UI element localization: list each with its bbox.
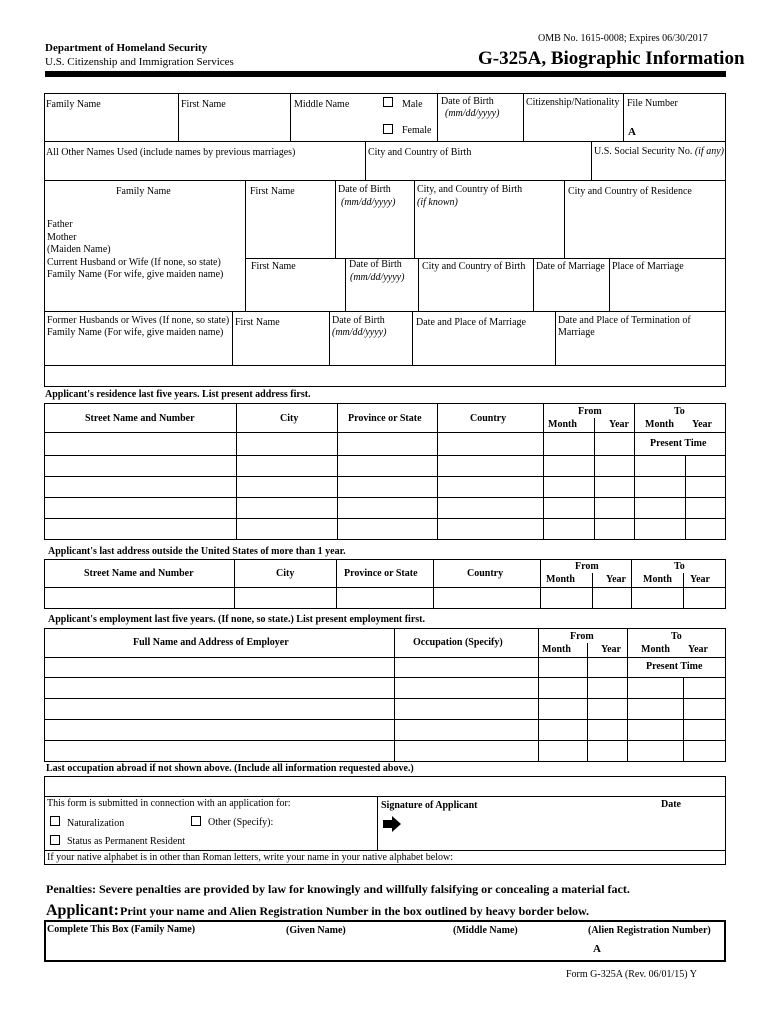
res-from-header: From [578, 406, 602, 417]
middle-name-label: Middle Name [294, 99, 350, 110]
dob-label: Date of Birth [441, 96, 494, 107]
male-checkbox[interactable] [383, 97, 393, 107]
penalties-notice: Penalties: Severe penalties are provided by law for knowingly and willfully falsifying or concealing a material fact. [46, 882, 630, 896]
header-rule [45, 71, 726, 77]
other-specify-label: Other (Specify): [208, 817, 274, 828]
male-label: Male [402, 99, 423, 110]
emp-to-month: Month [641, 644, 670, 655]
res-present-time: Present Time [650, 438, 707, 449]
parent-dob-format: (mm/dd/yyyy) [341, 197, 396, 208]
termination-label-1: Date and Place of Termination of [558, 315, 691, 326]
former-marriage-label: Date and Place of Marriage [416, 317, 526, 328]
file-number-label: File Number [627, 98, 678, 109]
res-city-header: City [280, 413, 299, 424]
former-first-name-label: First Name [235, 317, 280, 328]
emp-occupation-header: Occupation (Specify) [413, 637, 503, 648]
right-arrow-icon [383, 816, 401, 837]
box-middle-name-label: (Middle Name) [453, 925, 518, 936]
emp-employer-header: Full Name and Address of Employer [133, 637, 289, 648]
alien-number-prefix: A [593, 943, 601, 955]
emp-to-year: Year [688, 644, 708, 655]
emp-to-header: To [671, 631, 682, 642]
emp-from-year: Year [601, 644, 621, 655]
employment-title: Applicant's employment last five years. (If none, so state.) List present employment first. [48, 614, 425, 625]
given-name-label: (Given Name) [286, 925, 346, 936]
dob-format: (mm/dd/yyyy) [445, 108, 500, 119]
signature-field[interactable] [440, 812, 650, 842]
date-of-marriage-label: Date of Marriage [536, 261, 605, 272]
father-label: Father [47, 219, 73, 230]
place-of-marriage-label: Place of Marriage [612, 261, 684, 272]
out-from-year: Year [606, 574, 626, 585]
first-name-label: First Name [181, 99, 226, 110]
applicant-instruction: Print your name and Alien Registration Number in the box outlined by heavy border below. [120, 904, 590, 918]
parent-birth-label: City, and Country of Birth [417, 184, 523, 195]
date-label: Date [661, 799, 681, 810]
out-city-header: City [276, 568, 295, 579]
mother-label: Mother [47, 232, 77, 243]
former-family-label: Family Name (For wife, give maiden name) [47, 327, 224, 338]
outside-title: Applicant's last address outside the United States of more than 1 year. [48, 546, 346, 557]
res-from-year: Year [609, 419, 629, 430]
date-field[interactable] [640, 812, 720, 842]
former-dob-format: (mm/dd/yyyy) [332, 327, 387, 338]
family-name-label: Family Name [46, 99, 101, 110]
naturalization-label: Naturalization [67, 818, 125, 829]
spouse-dob-format: (mm/dd/yyyy) [350, 272, 405, 283]
native-alphabet-label: If your native alphabet is in other than Roman letters, write your name in your native alphabet below: [47, 852, 453, 863]
parent-if-known: (if known) [417, 197, 458, 208]
citizenship-label: Citizenship/Nationality [526, 97, 620, 108]
signature-label: Signature of Applicant [381, 800, 478, 811]
out-province-header: Province or State [344, 568, 418, 579]
res-to-year: Year [692, 419, 712, 430]
former-dob-label: Date of Birth [332, 315, 385, 326]
emp-from-header: From [570, 631, 594, 642]
out-from-month: Month [546, 574, 575, 585]
spouse-dob-label: Date of Birth [349, 259, 402, 270]
agency-name: Department of Homeland Security [45, 42, 208, 54]
abroad-title: Last occupation abroad if not shown above. (Include all information requested above.) [46, 763, 414, 774]
res-to-header: To [674, 406, 685, 417]
spouse-label: Current Husband or Wife (If none, so state) [47, 257, 221, 268]
out-country-header: Country [467, 568, 504, 579]
ssn-label: U.S. Social Security No. (if any) [594, 146, 724, 157]
res-country-header: Country [470, 413, 507, 424]
other-checkbox[interactable] [191, 816, 201, 826]
permanent-resident-checkbox[interactable] [50, 835, 60, 845]
out-to-header: To [674, 561, 685, 572]
parent-dob-label: Date of Birth [338, 184, 391, 195]
residence-title: Applicant's residence last five years. List present address first. [45, 389, 311, 400]
res-province-header: Province or State [348, 413, 422, 424]
parent-residence-label: City and Country of Residence [568, 186, 692, 197]
termination-label-2: Marriage [558, 327, 595, 338]
permanent-resident-label: Status as Permanent Resident [67, 836, 186, 847]
emp-from-month: Month [542, 644, 571, 655]
omb-number: OMB No. 1615-0008; Expires 06/30/2017 [538, 33, 708, 44]
other-names-label: All Other Names Used (include names by previous marriages) [46, 147, 296, 158]
spouse-family-label: Family Name (For wife, give maiden name) [47, 269, 224, 280]
out-street-header: Street Name and Number [84, 568, 194, 579]
out-from-header: From [575, 561, 599, 572]
spouse-first-name-label: First Name [251, 261, 296, 272]
out-to-year: Year [690, 574, 710, 585]
applicant-label: Applicant: [46, 902, 119, 919]
female-label: Female [402, 125, 432, 136]
subagency-name: U.S. Citizenship and Immigration Services [45, 56, 234, 68]
form-footer: Form G-325A (Rev. 06/01/15) Y [566, 969, 697, 980]
res-from-month: Month [548, 419, 577, 430]
alien-number-label: (Alien Registration Number) [588, 925, 711, 936]
complete-box-family-name: Complete This Box (Family Name) [47, 924, 196, 935]
maiden-name-label: (Maiden Name) [47, 244, 111, 255]
submission-intro: This form is submitted in connection with an application for: [47, 798, 291, 809]
spouse-birth-label: City and Country of Birth [422, 261, 526, 272]
parent-family-name-label: Family Name [116, 186, 171, 197]
form-title: G-325A, Biographic Information [478, 48, 745, 69]
former-spouse-label: Former Husbands or Wives (If none, so state) [47, 315, 230, 326]
naturalization-checkbox[interactable] [50, 816, 60, 826]
out-to-month: Month [643, 574, 672, 585]
emp-present-time: Present Time [646, 661, 703, 672]
res-to-month: Month [645, 419, 674, 430]
res-street-header: Street Name and Number [85, 413, 195, 424]
file-number-prefix: A [628, 126, 636, 138]
city-country-birth-label: City and Country of Birth [368, 147, 472, 158]
parent-first-name-label: First Name [250, 186, 295, 197]
female-checkbox[interactable] [383, 124, 393, 134]
